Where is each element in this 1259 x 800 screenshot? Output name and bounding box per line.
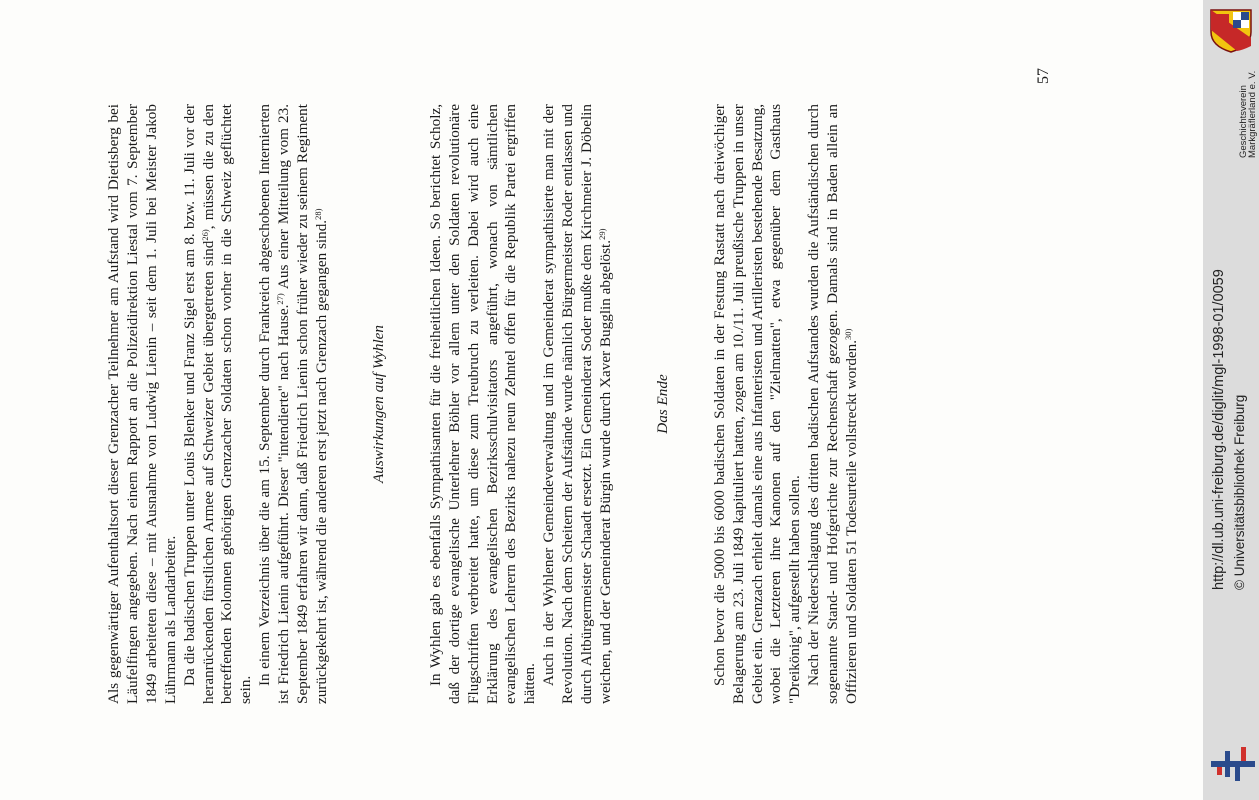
copyright-text: © Universitätsbibliothek Freiburg xyxy=(1232,394,1247,590)
section-heading-wyhlen: Auswirkungen auf Wyhlen xyxy=(369,324,387,484)
society-name-line1: Geschichtsverein xyxy=(1238,85,1249,158)
body-text xyxy=(105,104,862,704)
library-logo-icon xyxy=(1211,747,1255,781)
society-name-line2: Markgräflerland e. V. xyxy=(1247,70,1258,158)
paragraph-3: In einem Verzeichnis über die am 15. September durch Frankreich abgeschobenen Internierten ist Friedrich Lienin aufgeführt. Dieser "intendierte" nach Hause.$^{27)}$ Aus einer Mitteilung vom 23. September 1849 erfahren wir dann, daß Friedrich Lienin schon früher wieder zu seinem Regiment zurückgekehrt ist, während die anderen erst jetzt nach Grenzach gegangen sind.$^{28)}$ xyxy=(256,103,330,704)
paragraph-6: Schon bevor die 5000 bis 6000 badischen Soldaten in der Festung Rastatt nach dreiwöchiger Belagerung am 23. Juli 1849 kapituliert hatten, zogen am 10./11. Juli preußische Truppen in unser Gebiet ein. Grenzach erhielt damals eine aus Infanteristen und Artilleristen bestehende Besatzung, wobei die Letzteren ihre Kanonen auf den "Zielmatten", etwa gegenüber dem Gasthaus "Dreikönig", aufgestellt haben sollen. xyxy=(710,104,804,704)
paragraph-1: Als gegenwärtiger Aufenthaltsort dieser Grenzacher Teilnehmer am Aufstand wird Dietisberg bei Läufelfingen angegeben. Nach einem Rapport an die Polizeidirektion Liestal vom 7. September 1849 arbeiteten diese – mit Ausnahme von Ludwig Lienin – seit dem 1. Juli bei Meister Jakob Lührmann als Landarbeiter. xyxy=(105,104,179,704)
footnote-28[interactable]: 28) xyxy=(312,208,323,220)
footnote-29[interactable]: 29) xyxy=(596,228,607,240)
footnote-30[interactable]: 30) xyxy=(843,328,854,340)
coat-of-arms-icon xyxy=(1207,8,1255,53)
source-url-link[interactable]: http://dl.ub.uni-freiburg.de/diglit/mgl-1998-01/0059 xyxy=(1211,269,1227,590)
page-number: 57 xyxy=(1035,68,1052,84)
section-heading-ende: Das Ende xyxy=(653,374,671,434)
paragraph-4: In Wyhlen gab es ebenfalls Sympathisanten für die freiheitlichen Ideen. So berichtet Scholz, daß der dortige evangelische Unterlehrer Böhler vor allem unter den Soldaten revolutionäre Flugschriften verbreitet hatte, um diese zum Treubruch zu verleiten. Dabei wird auch eine Erklärung des evangelischen Bezirksschulvisitators angeführt, wonach von sämtlichen evangelischen Lehrern des Bezirks nahezu neun Zehntel offen für die Republik Partei ergriffen hätten. xyxy=(426,104,539,704)
paragraph-7: Nach der Niederschlagung des dritten badischen Aufstandes wurden die Aufständischen durch sogenannte Stand- und Hofgerichte zur Rechenschaft gezogen. Damals sind in Baden allein an Offizieren und Soldaten 51 Todesurteile vollstreckt worden.$^{30)}$ xyxy=(805,104,861,704)
footnote-26[interactable]: 26) xyxy=(199,229,210,241)
footnote-27[interactable]: 27) xyxy=(275,293,286,305)
paragraph-2: Da die badischen Truppen unter Louis Blenker und Franz Sigel erst am 8. bzw. 11. Juli vor der heranrückenden fürstlichen Armee auf Schweizer Gebiet übergetreten sind$^{26)}$, müssen die zu den betreffenden Kolonnen gehörigen Grenzacher Soldaten schon vorher in die Schweiz geflüchtet sein. xyxy=(180,104,255,704)
paragraph-5: Auch in der Wyhlener Gemeindeverwaltung und im Gemeinderat sympathisierte man mit der Revolution. Nach dem Scheitern der Aufstände wurde nämlich Bürgermeister Roder entlassen und durch Altbürgermeister Schaadt ersetzt. Ein Gemeinderat Soder mußte dem Kirchmeier J. Döbelin weichen, und der Gemeinderat Bürgin wurde durch Xaver Bugglin abgelöst.$^{29)}$ xyxy=(540,104,614,704)
